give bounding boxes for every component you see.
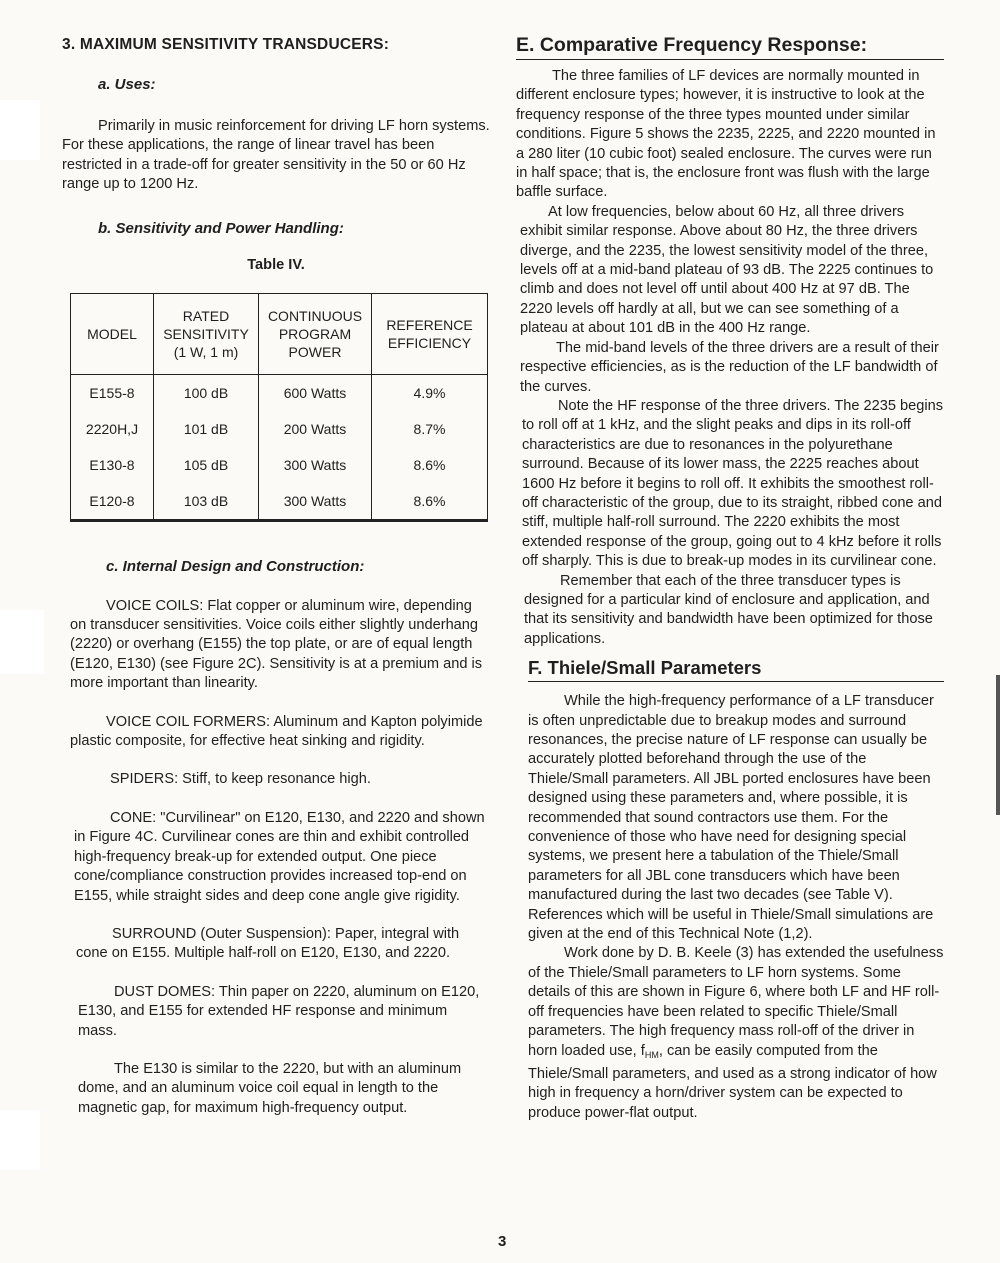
header-power: CONTINUOUS PROGRAM POWER [259,293,372,374]
table-row [71,374,488,411]
table-title: Table IV. [247,256,305,273]
spiders-paragraph: SPIDERS: Stiff, to keep resonance high. [110,771,371,788]
voice-coil-formers-paragraph: VOICE COIL FORMERS: Aluminum and Kapton polyimide plastic composite, for effective heat sinking and rigidity. [70,713,483,750]
cell-efficiency: 8.6% [372,483,488,521]
cell-sensitivity: 105 dB [154,447,259,483]
punch-hole-mark [0,100,40,160]
right-column [516,34,944,1123]
header-sensitivity: RATED SENSITIVITY (1 W, 1 m) [154,293,259,374]
uses-paragraph: Primarily in music reinforcement for driving LF horn systems. For these applications, the range of linear travel has been restricted in a trade-off for greater sensitivity in the 50 or 60 Hz range up to 1200 Hz. [62,118,490,193]
cell-power: 600 Watts [259,374,372,411]
freq-paragraph-3: The mid-band levels of the three drivers are a result of their respective efficiencies, as is the reduction of the LF bandwidth of the curves. [520,339,939,395]
table-row [71,447,488,483]
fhm-subscript: HM [644,1049,659,1060]
header-efficiency: REFERENCE EFFICIENCY [372,293,488,374]
cell-power: 300 Watts [259,447,372,483]
freq-paragraph-1: The three families of LF devices are normally mounted in different enclosure types; however, it is instructive to look at the frequency response of the three types mounted under similar conditions. Figure 5 shows the 2235, 2225, and 2220 mounted in a 280 liter (10 cubic foot) sealed enclosure. The curves were run in half space; that is, the enclosure front was flush with the large baffle surface. [516,68,936,201]
punch-hole-mark [0,1110,40,1170]
cell-efficiency: 8.7% [372,411,488,447]
left-column [62,36,490,1118]
scan-edge-mark [996,675,1000,815]
cone-paragraph: CONE: "Curvilinear" on E120, E130, and 2220 and shown in Figure 4C. Curvilinear cones are thin and exhibit controlled high-frequency break-up for extended output. One piece cone/compliance construction provides increased top-end on E155, while straight sides and deep cone angle give rigidity. [74,809,485,904]
ts-paragraph-2: Work done by D. B. Keele (3) has extended the usefulness of the Thiele/Small parameters to LF horn systems. Some details of this are shown in Figure 6, where both LF and HF roll-off frequencies have been related to specific Thiele/Small parameters. The high frequency mass roll-off of the driver in horn loaded use, $f_{HM}$, can be easily computed from the Thiele/Small parameters, and used as a strong indicator of how high in frequency a horn/driver system can be expected to produce power-flat output. [528,945,944,1121]
punch-hole-mark [0,610,44,674]
sensitivity-heading: b. Sensitivity and Power Handling: [98,219,344,237]
cell-sensitivity: 103 dB [154,483,259,521]
ts-paragraph-1: While the high-frequency performance of a LF transducer is often unpredictable due to breakup modes and surround resonances, the precise nature of LF response can usually be accurately plotted beforehand through the use of the Thiele/Small parameters. All JBL ported enclosures have been designed using these parameters and, where possible, it is recommended that sound contractors use them. For the convenience of those who have need for designing special systems, we present here a tabulation of the Thiele/Small parameters for all JBL cone transducers which have been manufactured during the last two decades (see Table V). References which will be useful in Thiele/Small simulations are given at the end of this Technical Note (1,2). [528,693,934,943]
frequency-response-heading: E. Comparative Frequency Response: [516,34,944,60]
page-number: 3 [498,1233,507,1250]
cell-model: E120-8 [71,483,154,521]
surround-paragraph: SURROUND (Outer Suspension): Paper, integral with cone on E155. Multiple half-roll on E120, E130, and 2220. [76,925,460,962]
table-row [71,483,488,521]
header-model: MODEL [71,293,154,374]
cell-power: 200 Watts [259,411,372,447]
dust-domes-paragraph: DUST DOMES: Thin paper on 2220, aluminum on E120, E130, and E155 for extended HF response and minimum mass. [78,983,480,1039]
table-row [71,411,488,447]
freq-paragraph-2: At low frequencies, below about 60 Hz, all three drivers exhibit similar response. Above about 80 Hz, the three drivers diverge, and the 2235, the lowest sensitivity model of the three, levels off at a mid-band plateau of 93 dB. The 2225 continues to climb and does not level off until about 400 Hz at 97 dB. The 2220 levels off hardly at all, but we can see something of a plateau at about 101 dB in the 400 Hz range. [520,203,934,337]
cell-efficiency: 4.9% [372,374,488,411]
cell-model: E130-8 [71,447,154,483]
cell-power: 300 Watts [259,483,372,521]
cell-model: E155-8 [71,374,154,411]
freq-paragraph-4: Note the HF response of the three drivers. The 2235 begins to roll off at 1 kHz, and the slight peaks and dips in its roll-off characteristics are due to resonances in the polyurethane surround. Because of its lower mass, the 2225 reaches about 1600 Hz before it begins to roll off. It exhibits the smoothest roll-off characteristic of the group, due to its straight, ribbed cone and stiff, multiple half-roll surround. The 2220 exhibits the most extended response of the group, going out to 4 kHz before it rolls off sharply. This is due to break-up modes in its curvilinear cone. [522,397,944,570]
cell-model: 2220H,J [71,411,154,447]
thiele-small-heading: F. Thiele/Small Parameters [528,657,944,682]
cell-sensitivity: 100 dB [154,374,259,411]
cell-efficiency: 8.6% [372,447,488,483]
section-heading: 3. MAXIMUM SENSITIVITY TRANSDUCERS: [62,36,390,53]
freq-paragraph-5: Remember that each of the three transducer types is designed for a particular kind of enclosure and application, and that its sensitivity and bandwidth have been optimized for those applications. [524,572,933,647]
uses-heading: a. Uses: [98,76,156,93]
design-heading: c. Internal Design and Construction: [106,557,365,575]
spec-table [70,293,488,522]
cell-sensitivity: 101 dB [154,411,259,447]
table-header-row [71,293,488,374]
e130-paragraph: The E130 is similar to the 2220, but with an aluminum dome, and an aluminum voice coil equal in length to the magnetic gap, for maximum high-frequency output. [78,1060,462,1116]
voice-coils-paragraph: VOICE COILS: Flat copper or aluminum wire, depending on transducer sensitivities. Voice coils either slightly underhang (2220) or overhang (E155) the top plate, or are of equal length (E120, E130) (see Figure 2C). Sensitivity is at a premium and is more important than linearity. [70,597,483,692]
